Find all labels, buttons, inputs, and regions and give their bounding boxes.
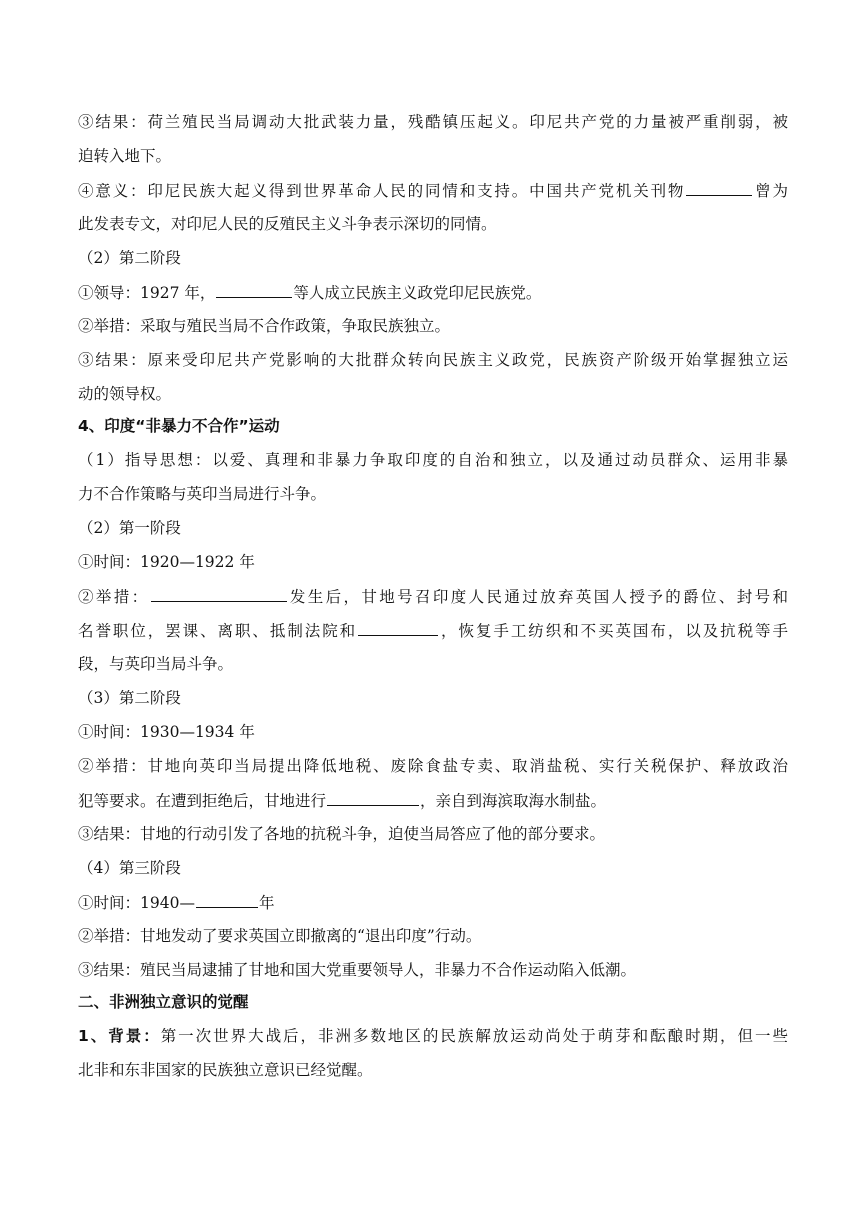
fill-blank[interactable] (151, 586, 287, 602)
text-line (78, 892, 788, 913)
text-line: ②举措：采取与殖民当局不合作政策，争取民族独立。 (78, 317, 451, 335)
text-line: （1）指导思想：以爱、真理和非暴力争取印度的自治和独立，以及通过动员群众、运用非暴 (78, 451, 788, 469)
text-segment: 第一次世界大战后，非洲多数地区的民族解放运动尚处于萌芽和酝酿时期，但一些 (160, 1027, 788, 1045)
heading-india: 4、印度“非暴力不合作”运动 (78, 417, 280, 435)
text-line: 力不合作策略与英印当局进行斗争。 (78, 485, 327, 503)
fill-blank[interactable] (358, 620, 438, 636)
text-segment: 发生后，甘地号召印度人民通过放弃英国人授予的爵位、封号和 (287, 588, 788, 606)
heading-africa: 二、非洲独立意识的觉醒 (78, 993, 249, 1011)
text-line: ①时间：1920—1922 年 (78, 553, 255, 571)
text-line: ①时间：1930—1934 年 (78, 723, 255, 741)
text-line: ③结果：甘地的行动引发了各地的抗税斗争，迫使当局答应了他的部分要求。 (78, 825, 606, 843)
text-line: 段，与英印当局斗争。 (78, 655, 234, 673)
fill-blank[interactable] (196, 892, 258, 908)
text-line: ③结果：殖民当局逮捕了甘地和国大党重要领导人，非暴力不合作运动陷入低潮。 (78, 961, 637, 979)
fill-blank[interactable] (686, 180, 752, 196)
fill-blank[interactable] (216, 282, 292, 298)
section-heading: （4）第三阶段 (78, 859, 181, 877)
section-heading: （2）第二阶段 (78, 249, 181, 267)
text-line: ②举措：甘地发动了要求英国立即撤离的“退出印度”行动。 (78, 927, 482, 945)
text-line: 此发表专文，对印尼人民的反殖民主义斗争表示深切的同情。 (78, 215, 497, 233)
text-segment: 等人成立民族主义政党印尼民族党。 (293, 284, 542, 302)
text-segment: ，亲自到海滨取海水制盐。 (420, 792, 607, 810)
text-line: ③结果：原来受印尼共产党影响的大批群众转向民族主义政党，民族资产阶级开始掌握独立运 (78, 351, 788, 369)
text-segment: 年 (258, 894, 275, 912)
text-segment: ，恢复手工纺织和不买英国布，以及抗税等手 (439, 622, 788, 640)
text-segment: ②举措： (78, 588, 150, 606)
text-line: 北非和东非国家的民族独立意识已经觉醒。 (78, 1061, 373, 1079)
text-line: 动的领导权。 (78, 385, 172, 403)
text-line (78, 790, 788, 811)
text-line: ③结果：荷兰殖民当局调动大批武装力量，残酷镇压起义。印尼共产党的力量被严重削弱，被 (78, 113, 788, 131)
text-line: ②举措：甘地向英印当局提出降低地税、废除食盐专卖、取消盐税、实行关税保护、释放政治 (78, 757, 788, 775)
text-segment: ①领导：1927 年， (78, 284, 216, 302)
text-line: 迫转入地下。 (78, 147, 172, 165)
fill-blank[interactable] (327, 790, 419, 806)
text-segment: ①时间：1940— (78, 894, 195, 912)
text-line (78, 180, 788, 201)
text-line (78, 586, 788, 607)
text-segment: 犯等要求。在遭到拒绝后，甘地进行 (78, 792, 327, 810)
text-label: 1、背景： (78, 1027, 161, 1045)
text-line (78, 620, 788, 641)
text-segment: ④意义：印尼民族大起义得到世界革命人民的同情和支持。中国共产党机关刊物 (78, 182, 686, 200)
text-segment: 曾为 (753, 182, 788, 200)
text-segment: 名誉职位，罢课、离职、抵制法院和 (78, 622, 358, 640)
section-heading: （3）第二阶段 (78, 689, 181, 707)
text-line (78, 1026, 788, 1046)
text-line (78, 282, 788, 303)
section-heading: （2）第一阶段 (78, 519, 181, 537)
